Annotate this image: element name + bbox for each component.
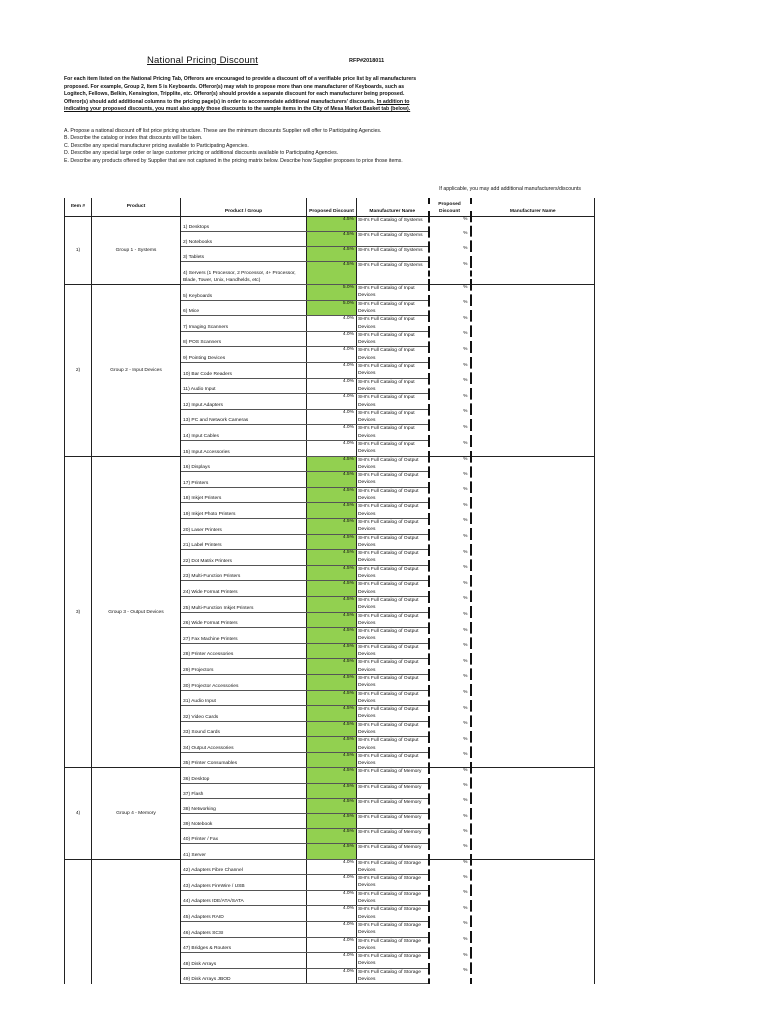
proposed-discount-cell[interactable]: 4.0% [307,968,357,984]
additional-discount-cell[interactable]: % [429,674,471,690]
additional-discount-cell[interactable]: % [429,425,471,441]
manufacturer-name-cell[interactable]: SHI's Full Catalog of Input Devices [357,316,429,332]
manufacturer-name-cell[interactable]: SHI's Full Catalog of Output Devices [357,534,429,550]
instruction-b: B. Describe the catalog or index that discounts will be taken. [64,135,203,142]
proposed-discount-cell[interactable]: 4.5% [307,246,357,261]
product-name-cell: 40) Printer / Fax [181,829,307,844]
manufacturer-name-cell[interactable]: SHI's Full Catalog of Memory [357,798,429,813]
additional-discount-cell[interactable]: % [429,518,471,534]
product-name-cell: 7) Imaging Scanners [181,316,307,332]
manufacturer-name-cell[interactable]: SHI's Full Catalog of Output Devices [357,550,429,566]
additional-manufacturer-cell[interactable] [471,628,595,644]
additional-discount-cell[interactable]: % [429,394,471,410]
manufacturer-name-cell[interactable]: SHI's Full Catalog of Output Devices [357,721,429,737]
additional-manufacturer-cell[interactable] [471,285,595,301]
proposed-discount-cell[interactable]: 4.5% [307,752,357,768]
additional-discount-cell[interactable]: % [429,937,471,953]
product-name-cell: 37) Flash [181,783,307,798]
manufacturer-name-cell[interactable]: SHI's Full Catalog of Input Devices [357,441,429,457]
product-group-cell: Group 1 - Systems [92,216,181,285]
manufacturer-name-cell[interactable]: SHI's Full Catalog of Input Devices [357,409,429,425]
manufacturer-name-cell[interactable]: SHI's Full Catalog of Memory [357,814,429,829]
item-number-cell: 4) [65,768,92,859]
product-group-cell: Group 2 - Input Devices [92,285,181,457]
additional-discount-cell[interactable]: % [429,906,471,922]
additional-manufacturer-cell[interactable] [471,829,595,844]
manufacturer-name-cell[interactable]: SHI's Full Catalog of Memory [357,844,429,859]
instruction-c: C. Describe any special manufacturer pricing available to Participating Agencies. [64,142,249,149]
additional-discount-cell[interactable]: % [429,347,471,363]
manufacturer-name-cell[interactable]: SHI's Full Catalog of Output Devices [357,706,429,722]
product-name-cell: 8) POS Scanners [181,331,307,347]
proposed-discount-cell[interactable]: 4.0% [307,363,357,379]
manufacturer-name-cell[interactable]: SHI's Full Catalog of Input Devices [357,285,429,301]
product-group-cell [92,859,181,984]
manufacturer-name-cell[interactable]: SHI's Full Catalog of Input Devices [357,300,429,316]
additional-manufacturer-cell[interactable] [471,690,595,706]
manufacturer-name-cell[interactable]: SHI's Full Catalog of Output Devices [357,581,429,597]
product-name-cell: 27) Fax Machine Printers [181,628,307,644]
item-number-cell: 2) [65,285,92,457]
manufacturer-name-cell[interactable]: SHI's Full Catalog of Output Devices [357,659,429,675]
table-row [65,456,595,472]
manufacturer-name-cell[interactable]: SHI's Full Catalog of Output Devices [357,518,429,534]
additional-manufacturer-cell[interactable] [471,737,595,753]
additional-discount-cell[interactable]: % [429,363,471,379]
manufacturer-name-cell[interactable]: SHI's Full Catalog of Output Devices [357,612,429,628]
proposed-discount-cell[interactable]: 4.5% [307,783,357,798]
proposed-discount-cell[interactable]: 4.0% [307,331,357,347]
col-header-proposed-discount-2: Proposed Discount [429,198,471,216]
manufacturer-name-cell[interactable]: SHI's Full Catalog of Output Devices [357,674,429,690]
proposed-discount-cell[interactable]: 4.5% [307,829,357,844]
product-name-cell: 46) Adapters SCSI [181,921,307,937]
proposed-discount-cell[interactable]: 4.5% [307,721,357,737]
product-name-cell: 32) Video Cards [181,706,307,722]
additional-discount-cell[interactable]: % [429,659,471,675]
manufacturer-name-cell[interactable]: SHI's Full Catalog of Input Devices [357,331,429,347]
proposed-discount-cell[interactable]: 4.5% [307,456,357,472]
additional-manufacturer-cell[interactable] [471,394,595,410]
proposed-discount-cell[interactable]: 4.5% [307,768,357,783]
proposed-discount-cell[interactable]: 4.5% [307,565,357,581]
product-name-cell: 3) Tablets [181,246,307,261]
additional-manufacturer-cell[interactable] [471,596,595,612]
additional-discount-cell[interactable]: % [429,472,471,488]
proposed-discount-cell[interactable]: 4.0% [307,316,357,332]
additional-manufacturer-cell[interactable] [471,798,595,813]
manufacturer-name-cell[interactable]: SHI's Full Catalog of Storage Devices [357,875,429,891]
manufacturer-name-cell[interactable]: SHI's Full Catalog of Storage Devices [357,937,429,953]
proposed-discount-cell[interactable]: 5.0% [307,285,357,301]
intro-text: For each item listed on the National Pricing Tab, Offerors are encouraged to provide a discount off of a verifiable price list by all manufacturers proposed. For example, Group 2, Item 5 is Keyboards. Offeror(s) may wish to propose more than one manufacturer of Keyboards, such as Logitech, Fellows, Belkin, Kensington, Tripplite, etc. Offeror(s) should provide a separate discount for each manufacturer being proposed. Offeror(s) should add additional columns to the pricing page(s) in order to accommodate additional manufacturers' discounts. [64,76,417,105]
pricing-table [64,198,595,984]
product-name-cell: 38) Networking [181,798,307,813]
proposed-discount-cell[interactable]: 4.0% [307,378,357,394]
item-number-cell: 1) [65,216,92,285]
product-name-cell: 23) Multi-Function Printers [181,565,307,581]
proposed-discount-cell[interactable]: 4.0% [307,906,357,922]
additional-manufacturer-cell[interactable] [471,875,595,891]
additional-discount-cell[interactable]: % [429,859,471,875]
product-name-cell: 45) Adapters RAID [181,906,307,922]
product-group-cell: Group 4 - Memory [92,768,181,859]
additional-manufacturer-cell[interactable] [471,581,595,597]
proposed-discount-cell[interactable]: 4.5% [307,798,357,813]
proposed-discount-cell[interactable]: 4.5% [307,659,357,675]
proposed-discount-cell[interactable]: 4.0% [307,921,357,937]
additional-discount-cell[interactable]: % [429,706,471,722]
product-name-cell: 22) Dot Matrix Printers [181,550,307,566]
product-name-cell: 47) Bridges & Routers [181,937,307,953]
additional-discount-cell[interactable]: % [429,737,471,753]
additional-manufacturer-cell[interactable] [471,363,595,379]
additional-manufacturer-cell[interactable] [471,565,595,581]
manufacturer-name-cell[interactable]: SHI's Full Catalog of Output Devices [357,596,429,612]
product-name-cell: 19) Inkjet Photo Printers [181,503,307,519]
additional-discount-cell[interactable]: % [429,953,471,969]
manufacturer-name-cell[interactable]: SHI's Full Catalog of Input Devices [357,347,429,363]
proposed-discount-cell[interactable]: 4.5% [307,674,357,690]
product-name-cell: 31) Audio Input [181,690,307,706]
additional-discount-cell[interactable]: % [429,300,471,316]
product-name-cell: 41) Server [181,844,307,859]
proposed-discount-cell[interactable]: 4.0% [307,347,357,363]
proposed-discount-cell[interactable]: 4.5% [307,503,357,519]
instruction-e: E. Describe any products offered by Supplier that are not captured in the pricing matrix below. Describe how Supplier proposes to price those items. [64,157,403,164]
additional-discount-cell[interactable]: % [429,262,471,285]
additional-manufacturer-cell[interactable] [471,643,595,659]
additional-manufacturer-cell[interactable] [471,316,595,332]
product-name-cell: 9) Pointing Devices [181,347,307,363]
product-name-cell: 13) PC and Network Cameras [181,409,307,425]
additional-discount-cell[interactable]: % [429,596,471,612]
proposed-discount-cell[interactable]: 4.0% [307,937,357,953]
product-name-cell: 36) Desktop [181,768,307,783]
col-header-product-group: Product / Group [224,208,263,214]
product-name-cell: 28) Printer Accessories [181,643,307,659]
additional-discount-cell[interactable]: % [429,487,471,503]
proposed-discount-cell[interactable]: 4.0% [307,859,357,875]
manufacturer-name-cell[interactable]: SHI's Full Catalog of Storage Devices [357,953,429,969]
product-name-cell: 20) Laser Printers [181,518,307,534]
intro-underlined-text: In addition to indicating your proposed discounts, you must also apply those discounts to the sample items in the City of Mesa Market Basket tab (below). [64,98,411,113]
additional-manufacturer-cell[interactable] [471,518,595,534]
proposed-discount-cell[interactable]: 4.5% [307,690,357,706]
col-header-proposed-discount: Proposed Discount [307,198,357,216]
proposed-discount-cell[interactable]: 4.5% [307,596,357,612]
additional-discount-cell[interactable]: % [429,968,471,984]
item-number-cell: 3) [65,456,92,768]
additional-manufacturers-note: If applicable, you may add additional manufacturers/discounts [439,186,581,192]
additional-manufacturer-cell[interactable] [471,674,595,690]
table-row [65,285,595,301]
rfp-number: RFP#2018011 [349,58,385,64]
additional-manufacturer-cell[interactable] [471,844,595,859]
product-name-cell: 30) Projector Accessories [181,674,307,690]
additional-discount-cell[interactable]: % [429,783,471,798]
product-name-cell: 4) Servers (1 Processor, 2 Processor, 4+ Processor, Blade, Tower, Unix, Handhelds, etc) [181,262,307,285]
product-name-cell: 1) Desktops [181,216,307,231]
proposed-discount-cell[interactable]: 4.0% [307,953,357,969]
additional-discount-cell[interactable]: % [429,231,471,246]
col-header-item: Item # [65,198,92,216]
additional-manufacturer-cell[interactable] [471,906,595,922]
additional-discount-cell[interactable]: % [429,814,471,829]
additional-manufacturer-cell[interactable] [471,216,595,231]
additional-manufacturer-cell[interactable] [471,721,595,737]
product-name-cell: 39) Notebook [181,814,307,829]
proposed-discount-cell[interactable]: 4.0% [307,409,357,425]
product-name-cell: 6) Mice [181,300,307,316]
proposed-discount-cell[interactable]: 4.5% [307,472,357,488]
additional-manufacturer-cell[interactable] [471,262,595,285]
col-header-manufacturer-name: Manufacturer Name [369,208,416,214]
manufacturer-name-cell[interactable]: SHI's Full Catalog of Output Devices [357,643,429,659]
intro-paragraph [64,76,424,114]
manufacturer-name-cell[interactable]: SHI's Full Catalog of Systems [357,216,429,231]
manufacturer-name-cell[interactable]: SHI's Full Catalog of Systems [357,231,429,246]
proposed-discount-cell[interactable]: 4.5% [307,706,357,722]
additional-manufacturer-cell[interactable] [471,331,595,347]
manufacturer-name-cell[interactable]: SHI's Full Catalog of Storage Devices [357,968,429,984]
additional-manufacturer-cell[interactable] [471,814,595,829]
table-header-row [65,198,595,216]
product-name-cell: 11) Audio Input [181,378,307,394]
manufacturer-name-cell[interactable]: SHI's Full Catalog of Input Devices [357,394,429,410]
manufacturer-name-cell[interactable]: SHI's Full Catalog of Output Devices [357,503,429,519]
additional-discount-cell[interactable]: % [429,581,471,597]
manufacturer-name-cell[interactable]: SHI's Full Catalog of Output Devices [357,472,429,488]
product-name-cell: 10) Bar Code Readers [181,363,307,379]
product-name-cell: 14) Input Cables [181,425,307,441]
instruction-d: D. Describe any special large order or large customer pricing or additional discounts available to Participating Agencies. [64,150,339,157]
additional-manufacturer-cell[interactable] [471,246,595,261]
manufacturer-name-cell[interactable]: SHI's Full Catalog of Memory [357,783,429,798]
additional-manufacturer-cell[interactable] [471,487,595,503]
additional-manufacturer-cell[interactable] [471,968,595,984]
additional-discount-cell[interactable]: % [429,216,471,231]
product-name-cell: 12) Input Adapters [181,394,307,410]
instruction-list [64,128,424,165]
proposed-discount-cell[interactable]: 4.5% [307,628,357,644]
instruction-a: A. Propose a national discount off list price pricing structure. These are the minimum discounts Supplier will offer to Participating Agencies. [64,128,382,134]
additional-manufacturer-cell[interactable] [471,534,595,550]
product-name-cell: 16) Displays [181,456,307,472]
additional-manufacturer-cell[interactable] [471,231,595,246]
additional-discount-cell[interactable]: % [429,752,471,768]
manufacturer-name-cell[interactable]: SHI's Full Catalog of Output Devices [357,456,429,472]
proposed-discount-cell[interactable]: 4.0% [307,875,357,891]
product-name-cell: 18) Inkjet Printers [181,487,307,503]
proposed-discount-cell[interactable]: 4.0% [307,441,357,457]
manufacturer-name-cell[interactable]: SHI's Full Catalog of Output Devices [357,565,429,581]
manufacturer-name-cell[interactable]: SHI's Full Catalog of Input Devices [357,378,429,394]
proposed-discount-cell[interactable]: 4.5% [307,216,357,231]
additional-manufacturer-cell[interactable] [471,441,595,457]
additional-manufacturer-cell[interactable] [471,953,595,969]
additional-manufacturer-cell[interactable] [471,300,595,316]
additional-manufacturer-cell[interactable] [471,768,595,783]
additional-manufacturer-cell[interactable] [471,409,595,425]
additional-manufacturer-cell[interactable] [471,503,595,519]
product-name-cell: 2) Notebooks [181,231,307,246]
proposed-discount-cell[interactable]: 4.5% [307,844,357,859]
additional-manufacturer-cell[interactable] [471,752,595,768]
col-header-manufacturer-name-2: Manufacturer Name [471,198,595,216]
additional-discount-cell[interactable]: % [429,829,471,844]
proposed-discount-cell[interactable]: 4.5% [307,231,357,246]
additional-discount-cell[interactable]: % [429,844,471,859]
additional-discount-cell[interactable]: % [429,550,471,566]
product-name-cell: 33) Sound Cards [181,721,307,737]
additional-manufacturer-cell[interactable] [471,378,595,394]
additional-manufacturer-cell[interactable] [471,456,595,472]
additional-discount-cell[interactable]: % [429,798,471,813]
product-name-cell: 48) Disk Arrays [181,953,307,969]
manufacturer-name-cell[interactable]: SHI's Full Catalog of Memory [357,768,429,783]
product-name-cell: 15) Input Accessories [181,441,307,457]
additional-discount-cell[interactable]: % [429,441,471,457]
additional-discount-cell[interactable]: % [429,643,471,659]
additional-discount-cell[interactable]: % [429,285,471,301]
additional-discount-cell[interactable]: % [429,456,471,472]
product-name-cell: 43) Adapters FireWire / USB [181,875,307,891]
product-name-cell: 49) Disk Arrays JBOD [181,968,307,984]
additional-discount-cell[interactable]: % [429,721,471,737]
additional-discount-cell[interactable]: % [429,331,471,347]
additional-discount-cell[interactable]: % [429,378,471,394]
manufacturer-name-cell[interactable]: SHI's Full Catalog of Systems [357,246,429,261]
proposed-discount-cell[interactable]: 5.0% [307,300,357,316]
proposed-discount-cell[interactable]: 4.5% [307,534,357,550]
additional-discount-cell[interactable]: % [429,768,471,783]
additional-discount-cell[interactable]: % [429,246,471,261]
manufacturer-name-cell[interactable]: SHI's Full Catalog of Memory [357,829,429,844]
proposed-discount-cell[interactable]: 4.5% [307,737,357,753]
manufacturer-name-cell[interactable]: SHI's Full Catalog of Output Devices [357,690,429,706]
manufacturer-name-cell[interactable]: SHI's Full Catalog of Storage Devices [357,906,429,922]
page-title: National Pricing Discount [147,55,259,66]
additional-discount-cell[interactable]: % [429,565,471,581]
additional-discount-cell[interactable]: % [429,316,471,332]
additional-discount-cell[interactable]: % [429,690,471,706]
proposed-discount-cell[interactable]: 4.5% [307,612,357,628]
additional-discount-cell[interactable]: % [429,628,471,644]
additional-manufacturer-cell[interactable] [471,472,595,488]
additional-discount-cell[interactable]: % [429,890,471,906]
proposed-discount-cell[interactable]: 4.0% [307,394,357,410]
manufacturer-name-cell[interactable]: SHI's Full Catalog of Input Devices [357,363,429,379]
manufacturer-name-cell[interactable]: SHI's Full Catalog of Output Devices [357,737,429,753]
product-name-cell: 25) Multi-Function Inkjet Printers [181,596,307,612]
table-row [65,859,595,875]
manufacturer-name-cell[interactable]: SHI's Full Catalog of Output Devices [357,487,429,503]
additional-discount-cell[interactable]: % [429,875,471,891]
additional-discount-cell[interactable]: % [429,612,471,628]
manufacturer-name-cell[interactable]: SHI's Full Catalog of Systems [357,262,429,285]
additional-manufacturer-cell[interactable] [471,612,595,628]
table-row [65,216,595,231]
additional-discount-cell[interactable]: % [429,409,471,425]
additional-manufacturer-cell[interactable] [471,347,595,363]
product-name-cell: 35) Printer Consumables [181,752,307,768]
product-name-cell: 24) Wide Format Printers [181,581,307,597]
additional-manufacturer-cell[interactable] [471,550,595,566]
proposed-discount-cell[interactable]: 4.5% [307,643,357,659]
additional-manufacturer-cell[interactable] [471,937,595,953]
product-group-cell: Group 3 - Output Devices [92,456,181,768]
manufacturer-name-cell[interactable]: SHI's Full Catalog of Output Devices [357,752,429,768]
product-name-cell: 42) Adapters Fibre Channel [181,859,307,875]
additional-manufacturer-cell[interactable] [471,921,595,937]
additional-discount-cell[interactable]: % [429,503,471,519]
table-row [65,768,595,783]
additional-discount-cell[interactable]: % [429,921,471,937]
additional-manufacturer-cell[interactable] [471,890,595,906]
additional-manufacturer-cell[interactable] [471,659,595,675]
proposed-discount-cell[interactable]: 4.5% [307,487,357,503]
manufacturer-name-cell[interactable]: SHI's Full Catalog of Storage Devices [357,890,429,906]
proposed-discount-cell[interactable]: 4.5% [307,581,357,597]
proposed-discount-cell[interactable]: 4.5% [307,262,357,285]
col-header-product: Product [92,198,181,216]
proposed-discount-cell[interactable]: 4.0% [307,425,357,441]
additional-manufacturer-cell[interactable] [471,706,595,722]
proposed-discount-cell[interactable]: 4.5% [307,550,357,566]
proposed-discount-cell[interactable]: 4.5% [307,814,357,829]
product-name-cell: 34) Output Accessories [181,737,307,753]
product-name-cell: 44) Adapters IDE/ATA/SATA [181,890,307,906]
additional-manufacturer-cell[interactable] [471,783,595,798]
proposed-discount-cell[interactable]: 4.0% [307,890,357,906]
item-number-cell [65,859,92,984]
product-name-cell: 29) Projectors [181,659,307,675]
product-name-cell: 26) Wide Format Printers [181,612,307,628]
additional-manufacturer-cell[interactable] [471,859,595,875]
manufacturer-name-cell[interactable]: SHI's Full Catalog of Output Devices [357,628,429,644]
manufacturer-name-cell[interactable]: SHI's Full Catalog of Storage Devices [357,859,429,875]
manufacturer-name-cell[interactable]: SHI's Full Catalog of Storage Devices [357,921,429,937]
additional-discount-cell[interactable]: % [429,534,471,550]
product-name-cell: 21) Label Printers [181,534,307,550]
manufacturer-name-cell[interactable]: SHI's Full Catalog of Input Devices [357,425,429,441]
product-name-cell: 5) Keyboards [181,285,307,301]
additional-manufacturer-cell[interactable] [471,425,595,441]
product-name-cell: 17) Printers [181,472,307,488]
proposed-discount-cell[interactable]: 4.5% [307,518,357,534]
